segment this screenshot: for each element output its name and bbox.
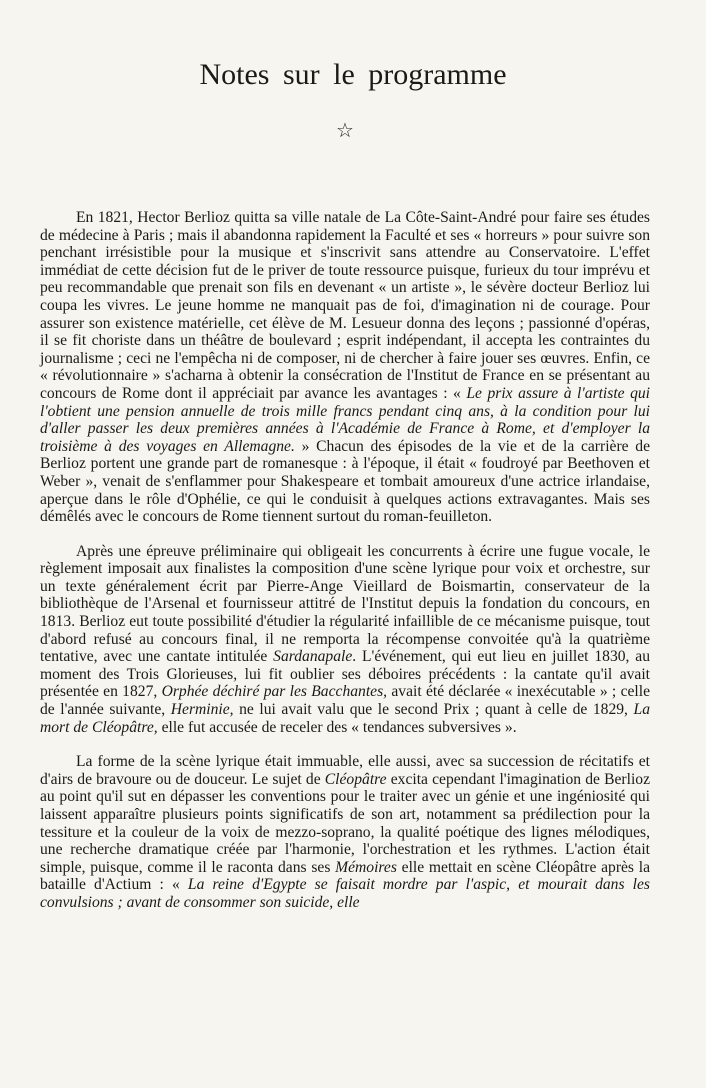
star-ornament-icon: ☆ [336,120,354,142]
paragraph-3 [40,753,650,911]
paragraph-2 [40,543,650,737]
text-run: » Chacun des épisodes de la vie et de la carrière de Berlioz portent une grande part de romanesque : à l'époque, il était « foudroyé par Beethoven et Weber », venait de s'enflammer pour Shakespeare et tombait amoureux d'une actrice irlandaise, aperçue dans le rôle d'Ophélie, ce qui le conduisit à quelques actions extravagantes. Mais ses démêlés avec le concours de Rome tiennent surtout du roman-feuilleton. [40,437,651,526]
body-text [40,209,650,929]
text-run: avait été déclarée « inexécutable » ; celle de l'année suivante, [40,683,650,719]
text-run: elle mettait en scène Cléopâtre après la bataille d'Actium : « [40,858,650,894]
text-run-italic: Le prix assure à l'artiste qui l'obtient une pension annuelle de trois mille francs pendant cinq ans, à la condition pour lui d'aller passer les deux premières années à l'Académie de France à Rome, et d'employer la troisième à des voyages en Allemagne. [40,384,651,455]
text-run: elle fut accusée de receler des « tendances subversives ». [157,718,517,736]
text-run-italic: Herminie, [170,701,234,719]
text-run: Après une épreuve préliminaire qui obligeait les concurrents à écrire une fugue vocale, le règlement imposait aux finalistes la composition d'une scène lyrique pour voix et orchestre, sur un texte généralement écrit par Pierre-Ange Vieillard de Boismartin, conservateur de la bibliothèque de l'Arsenal et fournisseur attitré de l'Institut depuis la fondation du concours, en 1813. Berlioz eut toute possibilité d'étudier la régularité infaillible de ce mécanisme puisque, tout d'abord refusé au concours final, il ne remporta la récompense convoitée qu'à la quatrième tentative, avec une cantate intitulée [40,542,650,666]
page-title: Notes sur le programme [199,58,507,91]
text-run: . L'événement, qui eut lieu en juillet 1830, au moment des Trois Glorieuses, lui fit oublier ses déboires précédents : la cantate qu'il avait présentée en 1827, [40,648,650,701]
paragraph-1 [40,209,650,526]
text-run: En 1821, Hector Berlioz quitta sa ville natale de La Côte-Saint-André pour faire ses études de médecine à Paris ; mais il abandonna rapidement la Faculté et ses « horreurs » pour suivre son penchant irrésistible pour la musique et s'inscrivit sans attendre au Conservatoire. L'effet immédiat de cette décision fut de le priver de toute ressource puisque, furieux du tour imprévu et peu recommandable que prenait son fils en devenant « un artiste », le sévère docteur Berlioz lui coupa les vivres. Le jeune homme ne manquait pas de foi, d'imagination ni de courage. Pour assurer son existence matérielle, cet élève de M. Lesueur donna des leçons ; passionné d'opéras, il se fit choriste dans un théâtre de boulevard ; esprit indépendant, il accepta les contraintes du journalisme ; ceci ne l'empêcha ni de composer, ni de chercher à faire jouer ses œuvres. Enfin, ce « révolutionnaire » s'acharna à obtenir la consécration de l'Institut de France en se présentant au concours de Rome dont il appréciait par avance les avantages : « [40,209,650,402]
text-run-italic: Sardanapale [273,648,353,666]
text-run: ne lui avait valu que le second Prix ; quant à celle de 1829, [233,701,634,719]
text-run-italic: Mémoires [335,858,397,876]
text-run-italic: La reine d'Egypte se faisait mordre par l'aspic, et mourait dans les convulsions ; avant de consommer son suicide, elle [40,876,650,911]
text-run: excita cependant l'imagination de Berlioz au point qu'il sut en dépasser les conventions pour le traiter avec un génie et une ingéniosité qui laissent apparaître plusieurs points significatifs de son art, notamment sa prédilection pour la tessiture et la couleur de la voix de mezzo-soprano, la qualité poétique des lignes mélodiques, une recherche dramatique créée par l'harmonie, l'orchestration et les rythmes. L'action était simple, puisque, comme il le raconta dans ses [40,770,650,876]
text-run-italic: La mort de Cléopâtre, [40,701,650,736]
text-run-italic: Cléopâtre [324,770,387,788]
text-run: La forme de la scène lyrique était immuable, elle aussi, avec sa succession de récitatifs et d'airs de bravoure ou de douceur. Le sujet de [40,753,650,788]
text-run-italic: Orphée déchiré par les Bacchantes, [161,683,388,701]
